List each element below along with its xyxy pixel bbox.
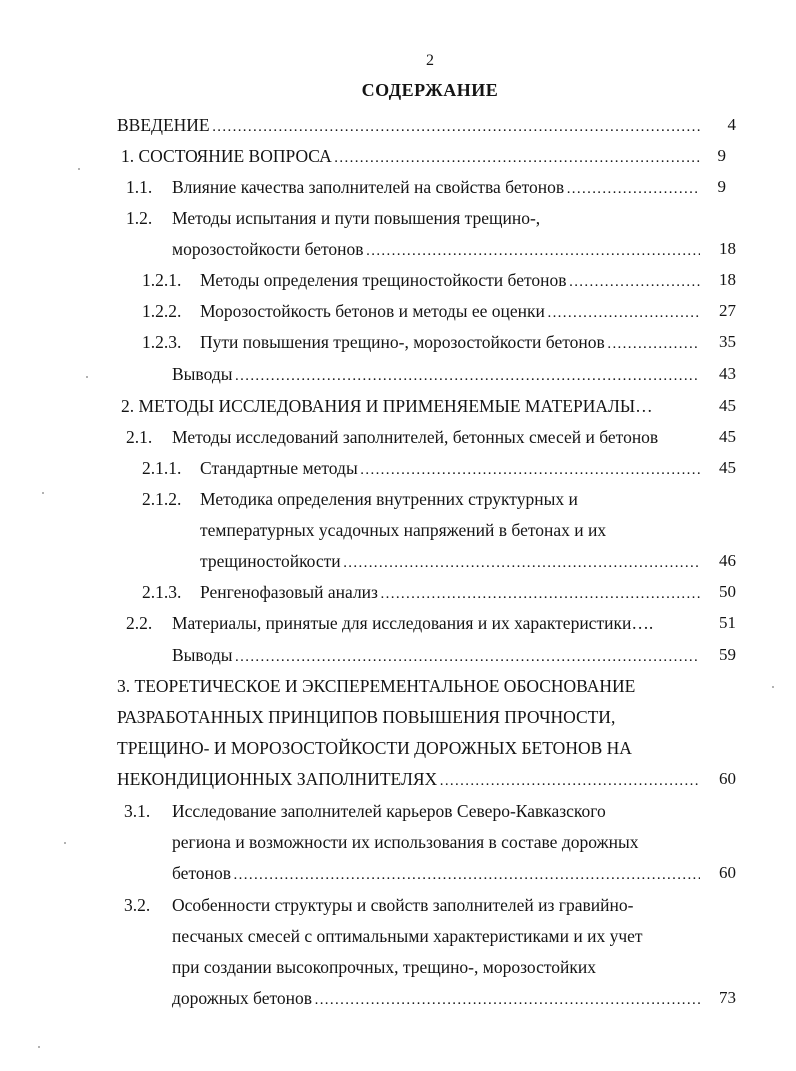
toc-num-1-2: 1.2. xyxy=(126,208,153,228)
toc-entry-1-2: Методы испытания и пути повышения трещино-, xyxy=(172,208,541,228)
toc-num-1-1: 1.1. xyxy=(126,177,153,197)
toc-num-2-1: 2.1. xyxy=(126,427,153,447)
toc-entry-intro: ВВЕДЕНИЕ . . . xyxy=(117,114,700,138)
toc-num-2-1-1: 2.1.1. xyxy=(142,458,182,478)
toc-entry-3-1: Исследование заполнителей карьеров Северо-Кавказского xyxy=(172,801,606,821)
toc-entry-1-2-3: Пути повышения трещино-, морозостойкости бетонов . . . xyxy=(200,331,700,355)
toc-page-1-2-3: 35 xyxy=(719,332,736,351)
toc-num-2-1-2: 2.1.2. xyxy=(142,489,182,509)
toc-entry-1-1: Влияние качества заполнителей на свойства бетонов . . . xyxy=(172,176,700,200)
toc-entry-2-1-1: Стандартные методы . . . xyxy=(200,457,700,481)
toc-page-2-1-3: 50 xyxy=(719,582,736,601)
toc-num-2-1-3: 2.1.3. xyxy=(142,582,182,602)
toc-page-1-1: 9 xyxy=(717,177,726,196)
toc-entry-3-2: Особенности структуры и свойств заполнителей из гравийно- xyxy=(172,895,634,915)
toc-entry-3-2-cont: песчаных смесей с оптимальными характеристиками и их учет xyxy=(172,926,643,946)
toc-page-1-2-2: 27 xyxy=(719,301,736,320)
toc-entry-3-1-cont: региона и возможности их использования в составе дорожных xyxy=(172,832,639,852)
toc-page-intro: 4 xyxy=(727,115,736,134)
page-title: СОДЕРЖАНИЕ xyxy=(361,80,499,100)
toc-page-1-2: 18 xyxy=(719,239,736,258)
scan-speck xyxy=(38,1046,40,1048)
toc-entry-conclusions-2: Выводы . . . xyxy=(172,644,700,668)
toc-num-1-2-1: 1.2.1. xyxy=(142,270,182,290)
scan-speck xyxy=(86,376,88,378)
toc-entry-2-1-2: Методика определения внутренних структурных и xyxy=(200,489,578,509)
toc-entry-2-1-2-cont2: трещиностойкости . . . xyxy=(200,550,700,574)
toc-page-2-1-1: 45 xyxy=(719,458,736,477)
scan-speck xyxy=(772,686,774,688)
toc-entry-1-2-cont: морозостойкости бетонов . . . xyxy=(172,238,700,262)
toc-page-ch3: 60 xyxy=(719,769,736,788)
toc-num-2-2: 2.2. xyxy=(126,613,153,633)
toc-entry-ch3-cont3: НЕКОНДИЦИОННЫХ ЗАПОЛНИТЕЛЯХ . . . xyxy=(117,768,700,792)
toc-entry-conclusions-1: Выводы . . . xyxy=(172,363,700,387)
toc-entry-2-1: Методы исследований заполнителей, бетонных смесей и бетонов xyxy=(172,427,659,447)
toc-page-1-2-1: 18 xyxy=(719,270,736,289)
toc-entry-2-1-3: Ренгенофазовый анализ . . . xyxy=(200,581,700,605)
toc-entry-2-2: Материалы, принятые для исследования и их характеристики…. xyxy=(172,613,654,633)
toc-num-1-2-3: 1.2.3. xyxy=(142,332,182,352)
scan-speck xyxy=(78,168,80,170)
toc-page-3-2: 73 xyxy=(719,988,736,1007)
toc-num-3-1: 3.1. xyxy=(124,801,151,821)
toc-entry-3-2-cont3: дорожных бетонов . . . xyxy=(172,987,700,1011)
toc-num-1-2-2: 1.2.2. xyxy=(142,301,182,321)
scan-speck xyxy=(64,842,66,844)
toc-page-ch1: 9 xyxy=(717,146,726,165)
toc-entry-2-1-2-cont: температурных усадочных напряжений в бетонах и их xyxy=(200,520,607,540)
toc-entry-1-2-2: Морозостойкость бетонов и методы ее оценки . . . xyxy=(200,300,700,324)
toc-entry-3-1-cont2: бетонов . . . xyxy=(172,862,700,886)
toc-num-3-2: 3.2. xyxy=(124,895,151,915)
toc-entry-ch3: 3. ТЕОРЕТИЧЕСКОЕ И ЭКСПЕРЕМЕНТАЛЬНОЕ ОБОСНОВАНИЕ xyxy=(117,676,636,696)
toc-page-conclusions-2: 59 xyxy=(719,645,736,664)
toc-page-2-1: 45 xyxy=(719,427,736,446)
toc-page-conclusions-1: 43 xyxy=(719,364,736,383)
toc-entry-ch1: 1. СОСТОЯНИЕ ВОПРОСА . . . xyxy=(121,145,700,169)
toc-entry-3-2-cont2: при создании высокопрочных, трещино-, морозостойких xyxy=(172,957,596,977)
toc-entry-1-2-1: Методы определения трещиностойкости бетонов . . . xyxy=(200,269,700,293)
toc-entry-ch3-cont2: ТРЕЩИНО- И МОРОЗОСТОЙКОСТИ ДОРОЖНЫХ БЕТОНОВ НА xyxy=(117,738,632,758)
scan-speck xyxy=(42,492,44,494)
toc-page-3-1: 60 xyxy=(719,863,736,882)
toc-page-2-2: 51 xyxy=(719,613,736,632)
toc-page-2-1-2: 46 xyxy=(719,551,736,570)
page-number: 2 xyxy=(426,52,434,69)
toc-entry-ch3-cont: РАЗРАБОТАННЫХ ПРИНЦИПОВ ПОВЫШЕНИЯ ПРОЧНОСТИ, xyxy=(117,707,616,727)
toc-entry-ch2: 2. МЕТОДЫ ИССЛЕДОВАНИЯ И ПРИМЕНЯЕМЫЕ МАТЕРИАЛЫ… xyxy=(121,396,653,416)
toc-page-ch2: 45 xyxy=(719,396,736,415)
